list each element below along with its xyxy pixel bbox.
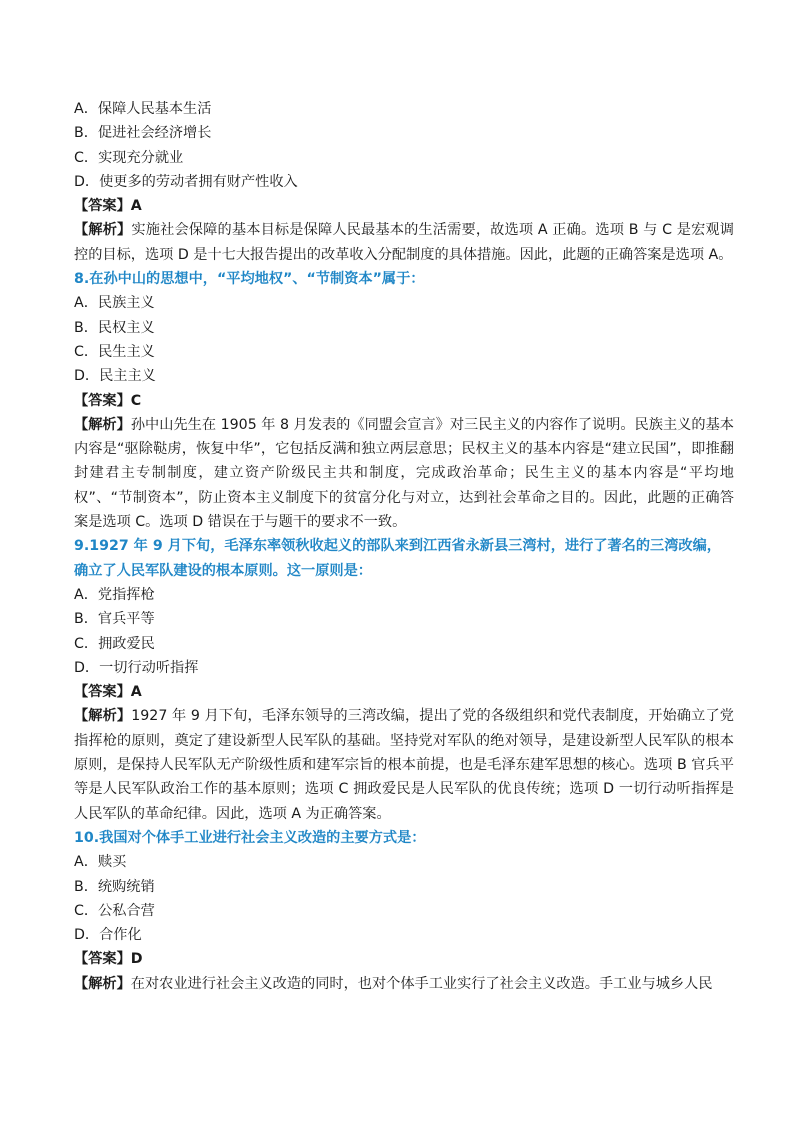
answer-label: 【答案】 xyxy=(74,684,131,701)
option-d: D．一切行动听指挥 xyxy=(74,659,199,676)
option-d: D．民主主义 xyxy=(74,368,156,385)
analysis-paragraph xyxy=(74,972,734,996)
option-b: B．统购统销 xyxy=(74,878,155,895)
option-b: B．促进社会经济增长 xyxy=(74,125,212,142)
answer-line xyxy=(74,680,734,704)
analysis-label: 【解析】 xyxy=(74,975,131,992)
answer-line xyxy=(74,389,734,413)
answer-label: 【答案】 xyxy=(74,392,131,409)
option-c: C．实现充分就业 xyxy=(74,149,184,166)
analysis-text: 实施社会保障的基本目标是保障人民最基本的生活需要，故选项 A 正确。选项 B 与 C 是宏观调控的目标，选项 D 是十七大报告提出的改革收入分配制度的具体措施。因此，此题的正确答案是选项 A。 xyxy=(74,222,734,263)
option-b: B．民权主义 xyxy=(74,319,155,336)
option-b: B．官兵平等 xyxy=(74,611,155,628)
analysis-paragraph xyxy=(74,704,734,825)
option-c: C．拥政爱民 xyxy=(74,635,155,652)
analysis-text: 在对农业进行社会主义改造的同时，也对个体手工业实行了社会主义改造。手工业与城乡人民 xyxy=(130,975,713,992)
analysis-paragraph xyxy=(74,413,734,534)
analysis-label: 【解析】 xyxy=(74,416,131,433)
page-content xyxy=(74,97,734,996)
answer-value: C xyxy=(130,392,142,409)
analysis-paragraph xyxy=(74,218,734,267)
option-d: D．使更多的劳动者拥有财产性收入 xyxy=(74,173,298,190)
option-a: A．党指挥枪 xyxy=(74,586,155,603)
option-c: C．公私合营 xyxy=(74,902,155,919)
option-a: A．赎买 xyxy=(74,854,127,871)
question-10-title: 10.我国对个体手工业进行社会主义改造的主要方式是： xyxy=(74,829,426,846)
answer-label: 【答案】 xyxy=(74,951,131,968)
question-9-title-line-1: 9.1927 年 9 月下旬，毛泽东率领秋收起义的部队来到江西省永新县三湾村，进行了著名的三湾改编， xyxy=(74,538,721,555)
answer-value: A xyxy=(130,198,142,215)
analysis-label: 【解析】 xyxy=(74,222,132,239)
question-9-title-line-2: 确立了人民军队建设的根本原则。这一原则是： xyxy=(74,562,372,579)
option-a: A．保障人民基本生活 xyxy=(74,101,212,117)
analysis-label: 【解析】 xyxy=(74,708,132,725)
answer-line xyxy=(74,194,734,218)
analysis-text: 孙中山先生在 1905 年 8 月发表的《同盟会宣言》对三民主义的内容作了说明。民族主义的基本内容是“驱除鞑虏，恢复中华”，它包括反满和独立两层意思；民权主义的基本内容是“建立民国”，即推翻封建君主专制制度，建立资产阶级民主共和制度，完成政治革命；民生主义的基本内容是“平均地权”、“节制资本”，防止资本主义制度下的贫富分化与对立，达到社会革命之目的。因此，此题的正确答案是选项 C。选项 D 错误在于与题干的要求不一致。 xyxy=(74,416,734,531)
option-d: D．合作化 xyxy=(74,927,142,944)
answer-label: 【答案】 xyxy=(74,198,131,215)
answer-value: A xyxy=(130,684,142,701)
option-c: C．民生主义 xyxy=(74,343,155,360)
option-a: A．民族主义 xyxy=(74,295,155,312)
question-8-title: 8.在孙中山的思想中，“平均地权”、“节制资本”属于： xyxy=(74,271,425,288)
analysis-text: 1927 年 9 月下旬，毛泽东领导的三湾改编，提出了党的各级组织和党代表制度，开始确立了党指挥枪的原则，奠定了建设新型人民军队的基础。坚持党对军队的绝对领导，是建设新型人民军队的根本原则，是保持人民军队无产阶级性质和建军宗旨的根本前提，也是毛泽东建军思想的核心。选项 B 官兵平等是人民军队政治工作的基本原则；选项 C 拥政爱民是人民军队的优良传统；选项 D 一切行动听指挥是人民军队的革命纪律。因此，选项 A 为正确答案。 xyxy=(74,708,734,822)
answer-line xyxy=(74,947,734,971)
answer-value: D xyxy=(130,951,143,968)
